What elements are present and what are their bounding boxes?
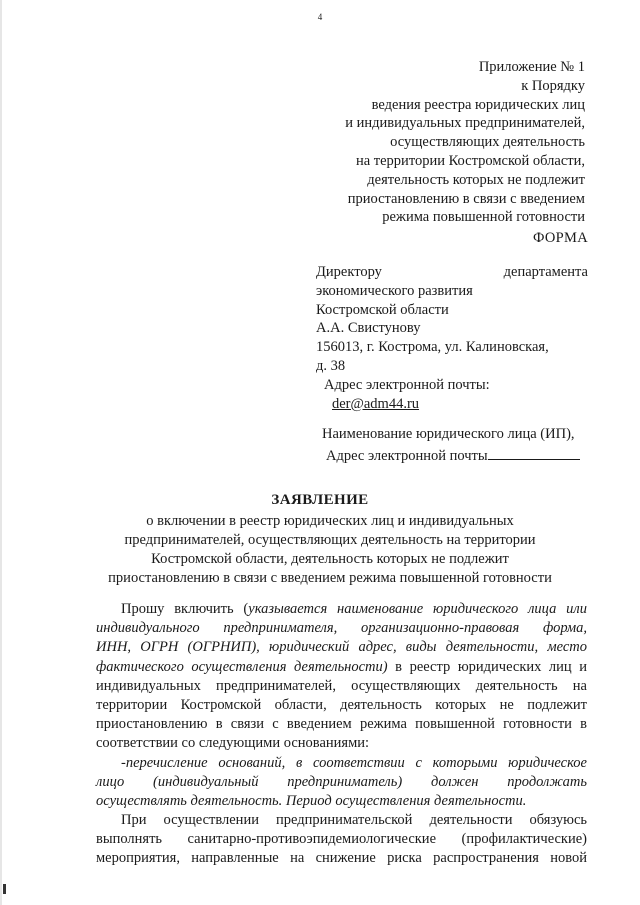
applicant-email-label: Адрес электронной почты <box>326 448 488 464</box>
body-line: осуществлять деятельность. Период осуществления деятельности. <box>96 792 527 809</box>
appendix-line: деятельность которых не подлежит <box>367 171 585 188</box>
addressee-department: департамента <box>503 264 588 280</box>
form-label: ФОРМА <box>532 230 588 246</box>
addressee-email-label: Адрес электронной почты: <box>324 376 490 393</box>
appendix-line: приостановлению в связи с введением <box>347 190 585 207</box>
subtitle-line: о включении в реестр юридических лиц и индивидуальных <box>146 513 514 529</box>
appendix-line: осуществляющих деятельность <box>390 134 585 151</box>
appendix-line: режима повышенной готовности <box>382 209 585 226</box>
body-line <box>96 658 587 677</box>
body-line: При осуществлении предпринимательской деятельности обязуюсь <box>121 812 587 829</box>
body-text-italic: указывается наименование юридического лица или <box>248 601 587 617</box>
body-line: территории Костромской области, деятельность которых не подлежит <box>96 696 587 713</box>
applicant-email-blank <box>488 447 580 460</box>
body-line: -перечисление оснований, в соответствии с которыми юридическое <box>121 754 587 771</box>
body-line: приостановлению в связи с введением режима повышенной готовности в <box>96 716 587 733</box>
addressee-email-link[interactable]: der@adm44.ru <box>332 395 420 412</box>
appendix-header <box>185 58 585 227</box>
subtitle-line: предпринимателей, осуществляющих деятельность на территории <box>124 532 536 548</box>
document-subtitle <box>80 512 580 588</box>
appendix-line: к Порядку <box>521 77 585 94</box>
subtitle-line: приостановлению в связи с введением режима повышенной готовности <box>108 570 552 586</box>
body-line <box>96 600 587 619</box>
body-text: в реестр юридических лиц и <box>387 658 587 675</box>
appendix-line: и индивидуальных предпринимателей, <box>345 115 585 132</box>
addressee-line: Костромской области <box>316 301 449 318</box>
addressee-title: Директору <box>316 264 382 280</box>
body-line: ИНН, ОГРН (ОГРНИП), юридический адрес, виды деятельности, место <box>96 639 587 656</box>
body-text: Прошу включить ( <box>121 601 249 617</box>
addressee-address <box>316 338 588 357</box>
appendix-line: ведения реестра юридических лиц <box>371 96 585 113</box>
addressee-block <box>316 263 588 413</box>
document-body <box>96 600 587 869</box>
scan-corner-mark <box>3 884 6 894</box>
scan-edge <box>0 0 2 905</box>
addressee-street: 156013, г. Кострома, ул. Калиновская, <box>316 339 549 356</box>
body-line: индивидуальных предпринимателей, осуществляющих деятельность на <box>96 677 587 694</box>
applicant-name-label: Наименование юридического лица (ИП), <box>322 426 575 442</box>
body-line: соответствии со следующими основаниями: <box>96 735 370 752</box>
addressee-line <box>316 263 588 282</box>
addressee-name: А.А. Свистунову <box>316 320 421 337</box>
body-line: лицо (индивидуальный предприниматель) должен продолжать <box>96 773 587 790</box>
body-text-italic: фактического осуществления деятельности) <box>96 658 388 675</box>
applicant-block <box>322 423 592 467</box>
addressee-line: экономического развития <box>316 282 473 299</box>
document-title: ЗАЯВЛЕНИЕ <box>271 492 369 508</box>
appendix-line: Приложение № 1 <box>478 59 585 75</box>
addressee-building: д. 38 <box>316 357 346 374</box>
body-line: индивидуального предпринимателя, организационно-правовая форма, <box>96 620 587 637</box>
subtitle-line: Костромской области, деятельность которых не подлежит <box>151 551 509 567</box>
body-line: выполнять санитарно-противоэпидемиологические (профилактические) <box>96 831 587 848</box>
body-line: мероприятия, направленные на снижение риска распространения новой <box>96 850 587 867</box>
applicant-email-row <box>322 445 592 467</box>
page-number: 4 <box>317 12 323 22</box>
appendix-line: на территории Костромской области, <box>355 152 585 169</box>
